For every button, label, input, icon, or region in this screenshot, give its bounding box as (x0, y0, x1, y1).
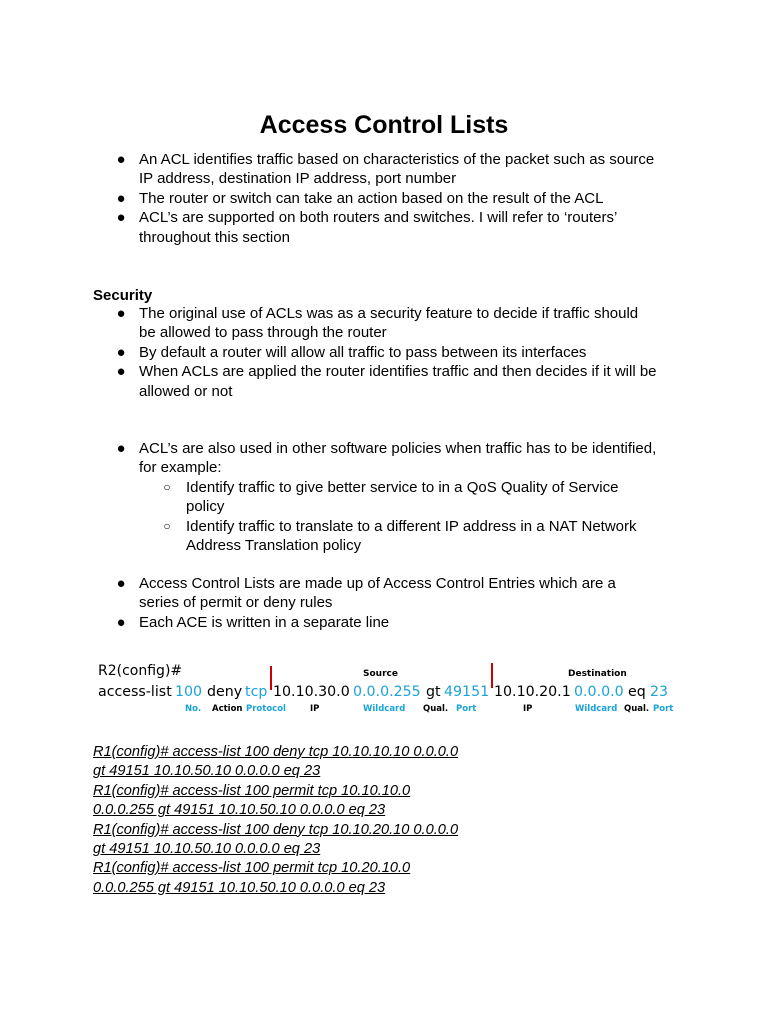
page-title: Access Control Lists (259, 111, 509, 139)
command-line: 0.0.0.255 gt 49151 10.10.50.10 0.0.0.0 eq 23 (93, 879, 386, 896)
intro-bullet-list (0, 150, 679, 247)
label-destination-port: Port (653, 704, 674, 714)
command-line: 0.0.0.255 gt 49151 10.10.50.10 0.0.0.0 eq 23 (93, 802, 386, 819)
list-item-line: The original use of ACLs was as a security feature to decide if traffic should (139, 305, 639, 322)
token-source-ip: 10.10.30.0 (273, 684, 350, 700)
list-item-line: Identify traffic to translate to a different IP address in a NAT Network (186, 517, 637, 535)
label-source-qualifier: Qual. (423, 704, 449, 714)
ace-bullet-list (0, 574, 679, 632)
list-item-line: By default a router will allow all traffic to pass between its interfaces (139, 343, 587, 361)
list-item-line: Each ACE is written in a separate line (139, 613, 390, 631)
hollow-bullet-icon: ○ (163, 518, 171, 533)
list-item-line: Access Control Lists are made up of Access Control Entries which are a (139, 575, 616, 592)
list-item-line: throughout this section (139, 228, 290, 246)
token-access-list: access-list (98, 684, 172, 700)
list-item-line: ACL’s are also used in other software policies when traffic has to be identified, (139, 440, 657, 457)
token-source-port: 49151 (444, 684, 490, 700)
label-destination-ip: IP (523, 704, 533, 714)
list-item (0, 613, 679, 632)
list-item (0, 439, 679, 478)
list-item-line: An ACL identifies traffic based on characteristics of the packet such as source (139, 151, 655, 168)
list-item-line: policy (186, 498, 225, 516)
list-item-line: IP address, destination IP address, port number (139, 170, 457, 188)
list-item-line: series of permit or deny rules (139, 594, 333, 612)
token-protocol: tcp (245, 684, 268, 700)
hollow-bullet-icon: ○ (163, 479, 171, 494)
list-item-line: The router or switch can take an action based on the result of the ACL (139, 189, 604, 207)
bullet-icon: ● (116, 613, 126, 631)
list-item (0, 574, 679, 613)
command-line: gt 49151 10.10.50.10 0.0.0.0 eq 23 (93, 763, 321, 780)
section-heading-security: Security (93, 287, 153, 304)
label-protocol: Protocol (246, 704, 286, 714)
token-destination-ip: 10.10.20.1 (494, 684, 571, 700)
figure-prompt: R2(config)# (98, 663, 183, 679)
policy-bullet-list (0, 439, 679, 555)
list-item (0, 208, 679, 247)
command-line: R1(config)# access-list 100 deny tcp 10.10.10.10 0.0.0.0 (93, 744, 459, 760)
figure-command-line (98, 684, 668, 700)
acl-syntax-diagram (93, 656, 675, 720)
list-item-line: allowed or not (139, 382, 233, 400)
list-item-line: Address Translation policy (186, 537, 362, 555)
bullet-icon: ● (116, 151, 126, 168)
label-source-port: Port (456, 704, 477, 714)
token-destination-wildcard: 0.0.0.0 (574, 684, 624, 700)
label-destination-qualifier: Qual. (624, 704, 650, 714)
figure-label-row (185, 704, 673, 714)
bullet-icon: ● (116, 363, 126, 381)
token-action: deny (207, 684, 243, 700)
command-line: R1(config)# access-list 100 permit tcp 10.10.10.0 (93, 782, 411, 799)
bullet-icon: ● (116, 575, 126, 592)
bullet-icon: ● (116, 305, 126, 322)
label-source-wildcard: Wildcard (363, 704, 406, 714)
list-item (0, 150, 679, 189)
label-number: No. (185, 704, 202, 714)
token-destination-qualifier: eq (628, 684, 646, 700)
list-item (0, 304, 679, 343)
command-line: gt 49151 10.10.50.10 0.0.0.0 eq 23 (93, 841, 321, 858)
acl-syntax-figure (93, 656, 675, 720)
label-action: Action (212, 704, 243, 714)
command-line: R1(config)# access-list 100 deny tcp 10.10.20.10 0.0.0.0 (93, 821, 459, 838)
figure-destination-label: Destination (568, 669, 627, 679)
label-destination-wildcard: Wildcard (575, 704, 618, 714)
figure-source-label: Source (363, 669, 398, 679)
bullet-icon: ● (116, 209, 126, 227)
label-source-ip: IP (310, 704, 320, 714)
token-source-wildcard: 0.0.0.255 (353, 684, 421, 700)
security-bullet-list (0, 304, 679, 401)
list-item-line: ACL’s are supported on both routers and switches. I will refer to ‘routers’ (139, 209, 618, 227)
list-item-line: Identify traffic to give better service to in a QoS Quality of Service (186, 478, 619, 496)
token-acl-number: 100 (175, 684, 203, 700)
list-item (0, 189, 679, 208)
sub-list-item (0, 517, 666, 556)
bullet-icon: ● (116, 343, 126, 361)
list-item (0, 362, 679, 401)
list-item-line: When ACLs are applied the router identifies traffic and then decides if it will be (139, 363, 657, 381)
list-item-line: for example: (139, 459, 222, 477)
list-item (0, 343, 679, 362)
bullet-icon: ● (116, 189, 126, 207)
token-source-qualifier: gt (426, 684, 441, 700)
sub-list-item (0, 478, 666, 517)
command-examples (93, 743, 513, 898)
token-destination-port: 23 (650, 684, 669, 700)
bullet-icon: ● (116, 440, 126, 457)
command-line: R1(config)# access-list 100 permit tcp 10.20.10.0 (93, 860, 411, 877)
list-item-line: be allowed to pass through the router (139, 324, 387, 342)
